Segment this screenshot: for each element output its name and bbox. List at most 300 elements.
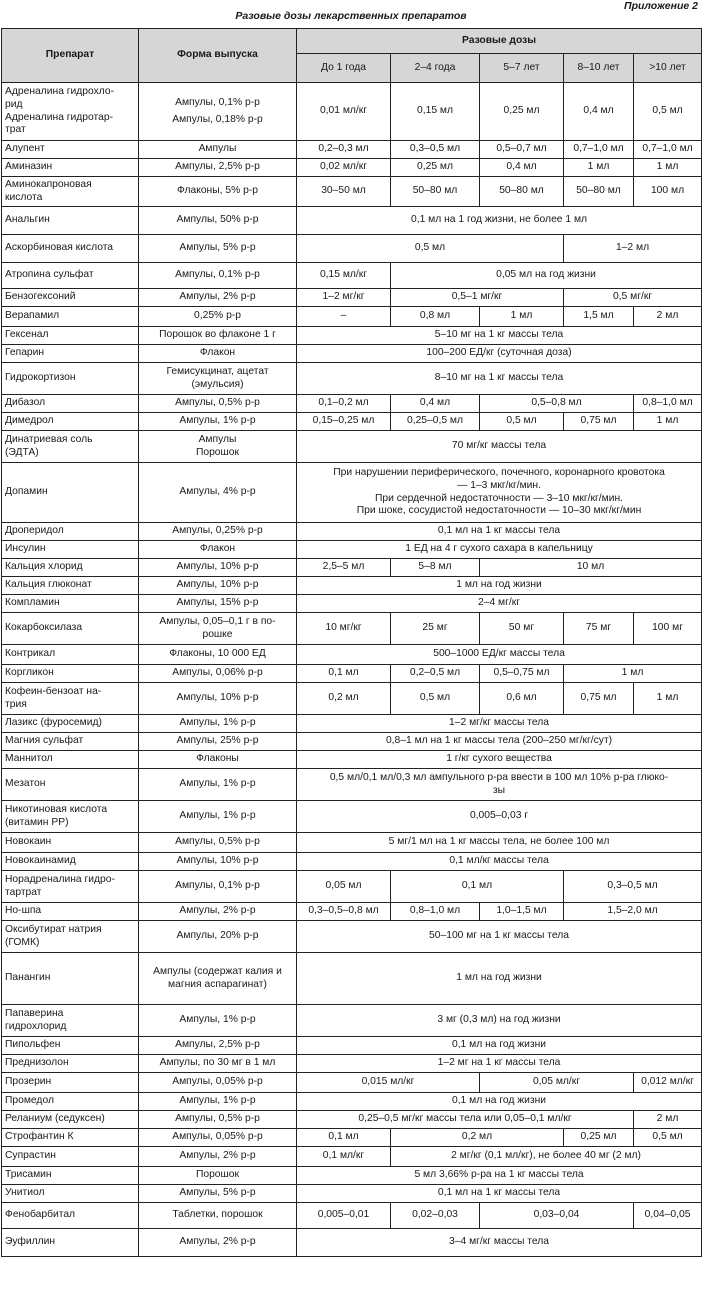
table-row — [2, 1037, 702, 1055]
dose-cell — [480, 395, 634, 413]
release-form-cell — [139, 463, 297, 523]
release-form-cell — [139, 1005, 297, 1037]
dose-cell — [297, 1073, 480, 1093]
dose-cell — [564, 665, 702, 683]
drug-name-cell — [2, 871, 139, 903]
dose-cell — [297, 177, 391, 207]
dose-cell-line: 2 мг/кг (0,1 мл/кг), не более 40 мг (2 мл) — [451, 1150, 641, 1162]
release-form-cell-line: рошке — [202, 628, 233, 640]
table-row — [2, 751, 702, 769]
release-form-cell-line: Ампулы, 5% р-р — [179, 1187, 256, 1199]
dose-cell — [297, 345, 702, 363]
drug-name-cell-line: Анальгин — [5, 214, 50, 226]
table-row — [2, 903, 702, 921]
drug-name-cell-line: Компламин — [5, 597, 60, 609]
drug-name-cell — [2, 1203, 139, 1229]
drug-name-cell — [2, 83, 139, 141]
drug-name-cell-line: трат — [5, 124, 26, 136]
dose-cell — [297, 953, 702, 1005]
table-row — [2, 1167, 702, 1185]
drug-name-cell-line: тартрат — [5, 886, 42, 898]
dose-cell-line: При шоке, сосудистой недостаточности — 10–30 мкг/кг/мин — [356, 505, 642, 517]
dose-cell-line: 1 мл — [621, 667, 644, 679]
dose-cell — [564, 83, 634, 141]
table-row — [2, 665, 702, 683]
table-row — [2, 595, 702, 613]
dose-cell-line: 0,5 мг/кг — [612, 291, 653, 303]
drug-name-cell-line: Норадреналина гидро- — [5, 873, 115, 885]
dose-cell — [391, 395, 480, 413]
dose-cell — [297, 463, 702, 523]
dose-cell-line: 0,5 мл — [652, 1131, 683, 1143]
dose-cell — [564, 413, 634, 431]
dose-cell — [634, 1111, 702, 1129]
dose-cell-line: 0,7–1,0 мл — [642, 143, 693, 155]
dose-cell-line: 0,5 мл/0,1 мл/0,3 мл ампульного р-ра ввести в 100 мл 10% р-ра глюко- — [329, 771, 669, 783]
dose-cell — [297, 577, 702, 595]
drug-name-cell — [2, 1147, 139, 1167]
table-row — [2, 769, 702, 801]
dose-cell-line: 0,3–0,5 мл — [607, 880, 658, 892]
dose-cell-line: 0,5–0,75 мл — [493, 667, 550, 679]
drug-name-cell — [2, 431, 139, 463]
drug-name-cell — [2, 463, 139, 523]
table-row — [2, 159, 702, 177]
dose-cell — [297, 263, 391, 289]
drug-name-cell-line: кислота — [5, 191, 43, 203]
release-form-cell — [139, 715, 297, 733]
dose-cell — [480, 1073, 634, 1093]
dose-cell — [297, 431, 702, 463]
dose-cell-line: 0,8–1,0 мл — [642, 397, 693, 409]
dose-cell-line: 1 мл — [510, 310, 533, 322]
dose-cell-line: 100 мг — [652, 622, 683, 634]
dose-cell — [480, 683, 564, 715]
release-form-cell-line: Ампулы, 5% р-р — [179, 242, 256, 254]
dose-cell-line: 0,5–0,8 мл — [531, 397, 582, 409]
drug-name-cell-line: Гидрокортизон — [5, 372, 76, 384]
drug-name-cell-line: (ЭДТА) — [5, 446, 39, 458]
header-age: До 1 года — [297, 54, 391, 83]
dose-cell-line: 2–4 мг/кг — [478, 597, 521, 609]
drug-name-cell-line: Димедрол — [5, 415, 54, 427]
release-form-cell-line: (эмульсия) — [191, 378, 244, 390]
dose-cell — [480, 159, 564, 177]
dose-cell — [297, 1147, 391, 1167]
drug-name-cell — [2, 159, 139, 177]
dose-cell-line: 0,2 мл — [461, 1131, 493, 1143]
drug-name-cell-line: Атропина сульфат — [5, 269, 94, 281]
dose-cell-line: — 1–3 мкг/кг/мин. — [457, 479, 541, 491]
release-form-cell-line: Ампулы, 10% р-р — [176, 855, 259, 867]
drug-name-cell — [2, 541, 139, 559]
drug-name-cell — [2, 263, 139, 289]
drug-name-cell — [2, 733, 139, 751]
dose-cell-line: 1 мл на год жизни — [456, 579, 542, 591]
release-form-cell — [139, 413, 297, 431]
dose-cell — [480, 903, 564, 921]
table-row — [2, 1111, 702, 1129]
release-form-cell-line: Ампулы, 0,18% р-р — [172, 113, 263, 125]
drug-name-cell — [2, 1055, 139, 1073]
dose-cell-line: 25 мг — [422, 622, 448, 634]
drug-name-cell-line: Аминокапроновая — [5, 178, 92, 190]
drug-name-cell — [2, 523, 139, 541]
dose-cell-line: 3 мг (0,3 мл) на год жизни — [437, 1014, 561, 1026]
header-form: Форма выпуска — [139, 29, 297, 83]
release-form-cell-line: Ампулы, 2% р-р — [179, 1236, 256, 1248]
dose-cell-line: 0,25 мл — [503, 105, 540, 117]
dose-cell-line: 500–1000 ЕД/кг массы тела — [433, 648, 565, 660]
table-row — [2, 801, 702, 833]
dose-cell-line: 1 ЕД на 4 г сухого сахара в капельницу — [405, 543, 593, 555]
dose-cell — [391, 1129, 564, 1147]
drug-name-cell — [2, 577, 139, 595]
dose-cell-line: 0,25–0,5 мл — [406, 415, 464, 427]
table-row — [2, 413, 702, 431]
drug-name-cell — [2, 1129, 139, 1147]
dose-cell-line: 0,02 мл/кг — [319, 161, 368, 173]
release-form-cell-line: Ампулы, 4% р-р — [179, 486, 256, 498]
dose-cell — [564, 235, 702, 263]
dose-cell-line: 5 мг/1 мл на 1 кг массы тела, не более 100 мл — [388, 836, 610, 848]
release-form-cell — [139, 345, 297, 363]
drug-name-cell-line: Коргликон — [5, 667, 54, 679]
release-form-cell — [139, 645, 297, 665]
dose-cell — [564, 871, 702, 903]
release-form-cell-line: Ампулы, 0,5% р-р — [175, 397, 260, 409]
release-form-cell — [139, 1111, 297, 1129]
release-form-cell-line: Ампулы, 0,1% р-р — [175, 880, 260, 892]
drug-name-cell — [2, 1037, 139, 1055]
drug-name-cell-line: Оксибутират натрия — [5, 923, 102, 935]
header-drug: Препарат — [2, 29, 139, 83]
drug-name-cell-line: Лазикс (фуросемид) — [5, 717, 102, 729]
table-row — [2, 559, 702, 577]
table-row — [2, 613, 702, 645]
table-row — [2, 523, 702, 541]
release-form-cell-line: Ампулы, 2% р-р — [179, 1150, 256, 1162]
release-form-cell — [139, 683, 297, 715]
dose-cell — [564, 289, 702, 307]
release-form-cell-line: Ампулы, 0,05–0,1 г в по- — [159, 615, 276, 627]
release-form-cell — [139, 263, 297, 289]
dose-cell — [391, 1147, 702, 1167]
dose-cell — [297, 1093, 702, 1111]
dose-cell-line: 0,25 мл — [580, 1131, 617, 1143]
drug-name-cell — [2, 327, 139, 345]
release-form-cell — [139, 1073, 297, 1093]
dose-cell-line: 1,0–1,5 мл — [496, 905, 547, 917]
drug-name-cell — [2, 1185, 139, 1203]
dose-cell — [634, 83, 702, 141]
release-form-cell-line: Ампулы, 25% р-р — [176, 735, 259, 747]
dose-cell — [297, 1185, 702, 1203]
release-form-cell — [139, 1129, 297, 1147]
dose-cell — [480, 413, 564, 431]
dose-cell-line: 50 мг — [508, 622, 535, 634]
table-row — [2, 1129, 702, 1147]
dose-cell — [634, 613, 702, 645]
dose-cell — [297, 595, 702, 613]
drug-name-cell — [2, 921, 139, 953]
drug-name-cell-line: Эуфиллин — [5, 1236, 56, 1248]
drug-name-cell — [2, 645, 139, 665]
dose-cell-line: 0,4 мл — [506, 161, 537, 173]
dose-cell-line: 3–4 мг/кг массы тела — [449, 1236, 549, 1248]
dose-cell — [297, 327, 702, 345]
release-form-cell — [139, 1147, 297, 1167]
drug-name-cell — [2, 613, 139, 645]
dose-cell — [297, 1229, 702, 1257]
dose-cell-line: 0,1 мл на 1 кг массы тела — [437, 525, 561, 537]
dose-cell — [297, 235, 564, 263]
release-form-cell-line: Ампулы, 2% р-р — [179, 291, 256, 303]
release-form-cell-line: Порошок — [195, 1169, 240, 1181]
dose-cell-line: 1 мл — [587, 161, 610, 173]
dose-cell — [297, 871, 391, 903]
dose-cell-line: 0,5 мл — [506, 415, 537, 427]
release-form-cell — [139, 235, 297, 263]
dose-cell — [480, 665, 564, 683]
dose-cell — [634, 1203, 702, 1229]
drug-name-cell-line: Новокаинамид — [5, 855, 76, 867]
drug-name-cell — [2, 395, 139, 413]
release-form-cell-line: магния аспарагинат) — [168, 978, 267, 990]
dose-cell-line: При сердечной недостаточности — 3–10 мкг/кг/мин. — [375, 492, 624, 504]
drug-name-cell — [2, 1167, 139, 1185]
dose-cell — [297, 683, 391, 715]
table-row — [2, 395, 702, 413]
dose-cell-line: 0,005–0,01 — [317, 1209, 370, 1221]
drug-name-cell-line: Кофеин-бензоат на- — [5, 685, 102, 697]
release-form-cell — [139, 395, 297, 413]
dose-cell — [634, 159, 702, 177]
drug-name-cell-line: Адреналина гидрохло- — [5, 86, 115, 98]
release-form-cell-line: Ампулы, 1% р-р — [179, 778, 256, 790]
release-form-cell — [139, 595, 297, 613]
release-form-cell — [139, 853, 297, 871]
dose-cell-line: 1,5–2,0 мл — [607, 905, 658, 917]
table-row — [2, 289, 702, 307]
drug-name-cell — [2, 1073, 139, 1093]
drug-name-cell — [2, 1093, 139, 1111]
dose-cell — [297, 363, 702, 395]
dose-cell-line: 0,015 мл/кг — [361, 1076, 415, 1088]
drug-name-cell-line: Мезатон — [5, 778, 46, 790]
drug-name-cell-line: рид — [5, 98, 23, 110]
dose-cell — [564, 683, 634, 715]
release-form-cell-line: Ампулы, 0,25% р-р — [172, 525, 263, 537]
drug-name-cell-line: Магния сульфат — [5, 735, 84, 747]
dose-cell-line: 0,3–0,5 мл — [409, 143, 461, 155]
release-form-cell — [139, 523, 297, 541]
release-form-cell — [139, 801, 297, 833]
dose-cell — [297, 751, 702, 769]
dose-cell-line: 0,2–0,5 мл — [409, 667, 461, 679]
table-row — [2, 463, 702, 523]
drug-name-cell — [2, 595, 139, 613]
dose-cell — [297, 289, 391, 307]
dose-table — [1, 28, 702, 1257]
release-form-cell-line: Ампулы, 0,5% р-р — [175, 836, 260, 848]
dose-cell — [297, 665, 391, 683]
release-form-cell — [139, 665, 297, 683]
table-row — [2, 1073, 702, 1093]
dose-cell-line: 0,1 мл — [328, 1131, 359, 1143]
table-row — [2, 363, 702, 395]
dose-cell-line: 0,1 мл/кг — [322, 1150, 365, 1162]
table-row — [2, 327, 702, 345]
table-row — [2, 1093, 702, 1111]
drug-name-cell-line: Допамин — [5, 486, 48, 498]
dose-cell-line: 0,15 мл — [417, 105, 453, 117]
dose-cell-line: 50–100 мг на 1 кг массы тела — [429, 930, 570, 942]
release-form-cell-line: Ампулы — [198, 143, 237, 155]
release-form-cell — [139, 871, 297, 903]
dose-cell-line: 0,5–1 мг/кг — [451, 291, 503, 303]
release-form-cell — [139, 1037, 297, 1055]
release-form-cell — [139, 363, 297, 395]
dose-cell — [564, 177, 634, 207]
table-row — [2, 1147, 702, 1167]
drug-name-cell-line: Реланиум (седуксен) — [5, 1113, 105, 1125]
drug-name-cell — [2, 903, 139, 921]
release-form-cell-line: Флакон — [199, 543, 236, 555]
dose-cell — [391, 613, 480, 645]
dose-cell-line: 5 мл 3,66% р-ра на 1 кг массы тела — [414, 1169, 584, 1181]
drug-name-cell — [2, 1229, 139, 1257]
dose-cell — [480, 613, 564, 645]
dose-cell-line: 8–10 мг на 1 кг массы тела — [434, 372, 564, 384]
drug-name-cell-line: Гексенал — [5, 329, 49, 341]
dose-cell — [297, 833, 702, 853]
release-form-cell — [139, 1167, 297, 1185]
dose-cell-line: 1 мл на год жизни — [456, 972, 542, 984]
release-form-cell — [139, 1093, 297, 1111]
table-row — [2, 1203, 702, 1229]
drug-name-cell — [2, 953, 139, 1005]
dose-cell — [297, 1167, 702, 1185]
dose-cell — [480, 141, 564, 159]
dose-cell — [391, 871, 564, 903]
dose-cell — [297, 83, 391, 141]
dose-cell-line: 1 мл — [656, 692, 679, 704]
dose-cell-line: 0,012 мл/кг — [641, 1076, 694, 1088]
release-form-cell-line: Флаконы, 10 000 ЕД — [169, 648, 266, 660]
drug-name-cell-line: трия — [5, 698, 27, 710]
dose-cell-line: 0,1 мл — [461, 880, 493, 892]
release-form-cell — [139, 1185, 297, 1203]
dose-cell — [391, 83, 480, 141]
release-form-cell — [139, 953, 297, 1005]
dose-cell-line: 0,1–0,2 мл — [318, 397, 369, 409]
release-form-cell — [139, 577, 297, 595]
dose-cell-line: 0,1 мл на 1 кг массы тела — [437, 1187, 561, 1199]
dose-cell-line: 0,8 мл — [419, 310, 451, 322]
drug-name-cell — [2, 801, 139, 833]
dose-cell-line: 100–200 ЕД/кг (суточная доза) — [426, 347, 572, 359]
dose-cell-line: 1–2 мг/кг — [322, 291, 365, 303]
release-form-cell-line: Гемисукцинат, ацетат — [166, 365, 269, 377]
table-row — [2, 235, 702, 263]
dose-cell — [564, 613, 634, 645]
release-form-cell-line: Ампулы, 10% р-р — [176, 561, 259, 573]
dose-cell — [564, 903, 702, 921]
dose-cell-line: 0,3–0,5–0,8 мл — [308, 905, 379, 917]
release-form-cell-line: Порошок во флаконе 1 г — [159, 329, 276, 341]
table-row — [2, 1229, 702, 1257]
release-form-cell-line: 0,25% р-р — [194, 310, 241, 322]
dose-cell-line: 50–80 мл — [412, 185, 458, 197]
table-row — [2, 733, 702, 751]
dose-cell-line: 75 мг — [585, 622, 612, 634]
dose-cell-line: 0,03–0,04 — [533, 1209, 580, 1221]
dose-cell — [564, 141, 634, 159]
release-form-cell-line: Ампулы, 20% р-р — [176, 930, 259, 942]
dose-cell — [297, 733, 702, 751]
dose-cell — [634, 307, 702, 327]
drug-name-cell-line: Кальция глюконат — [5, 579, 92, 591]
release-form-cell-line: Ампулы, 0,05% р-р — [172, 1131, 263, 1143]
document-title: Разовые дозы лекарственных препаратов — [235, 10, 467, 22]
drug-name-cell-line: Адреналина гидротар- — [5, 111, 114, 123]
dose-cell — [634, 395, 702, 413]
dose-cell — [391, 413, 480, 431]
drug-name-cell-line: Дроперидол — [5, 525, 64, 537]
table-row — [2, 1005, 702, 1037]
release-form-cell-line: Флаконы — [196, 753, 239, 765]
header-age: 8–10 лет — [564, 54, 634, 83]
drug-name-cell-line: Алупент — [5, 143, 45, 155]
table-row — [2, 207, 702, 235]
dose-cell — [564, 159, 634, 177]
release-form-cell-line: Ампулы, 1% р-р — [179, 1014, 256, 1026]
drug-name-cell-line: Панангин — [5, 972, 51, 984]
release-form-cell — [139, 327, 297, 345]
drug-name-cell-line: Кокарбоксилаза — [5, 622, 83, 634]
release-form-cell-line: Ампулы, 0,1% р-р — [175, 96, 260, 108]
dose-cell-line: 1,5 мл — [583, 310, 614, 322]
drug-name-cell-line: Кальция хлорид — [5, 561, 83, 573]
drug-name-cell — [2, 307, 139, 327]
dose-cell — [297, 307, 391, 327]
table-row — [2, 953, 702, 1005]
dose-cell-line: 0,75 мл — [580, 415, 617, 427]
drug-name-cell-line: Аскорбиновая кислота — [5, 242, 114, 254]
release-form-cell-line: Ампулы, 10% р-р — [176, 692, 259, 704]
dose-cell — [297, 921, 702, 953]
dose-cell-line: 0,8–1 мл на 1 кг массы тела (200–250 мг/кг/сут) — [385, 735, 613, 747]
dose-cell — [391, 665, 480, 683]
dose-cell — [480, 1203, 634, 1229]
table-row — [2, 83, 702, 141]
dose-cell-line: 0,05 мл/кг — [532, 1076, 581, 1088]
dose-cell-line: – — [340, 310, 347, 322]
dose-cell — [634, 683, 702, 715]
dose-cell-line: 30–50 мл — [321, 185, 366, 197]
dose-cell — [391, 177, 480, 207]
dose-cell-line: 0,15–0,25 мл — [312, 415, 375, 427]
dose-cell-line: 10 мг/кг — [325, 622, 362, 634]
dose-cell-line: 10 мл — [576, 561, 605, 573]
drug-name-cell — [2, 413, 139, 431]
dose-cell-line: 50–80 мл — [576, 185, 621, 197]
header-age: 5–7 лет — [480, 54, 564, 83]
dose-cell-line: 2 мл — [656, 1113, 679, 1125]
release-form-cell — [139, 921, 297, 953]
drug-name-cell — [2, 363, 139, 395]
